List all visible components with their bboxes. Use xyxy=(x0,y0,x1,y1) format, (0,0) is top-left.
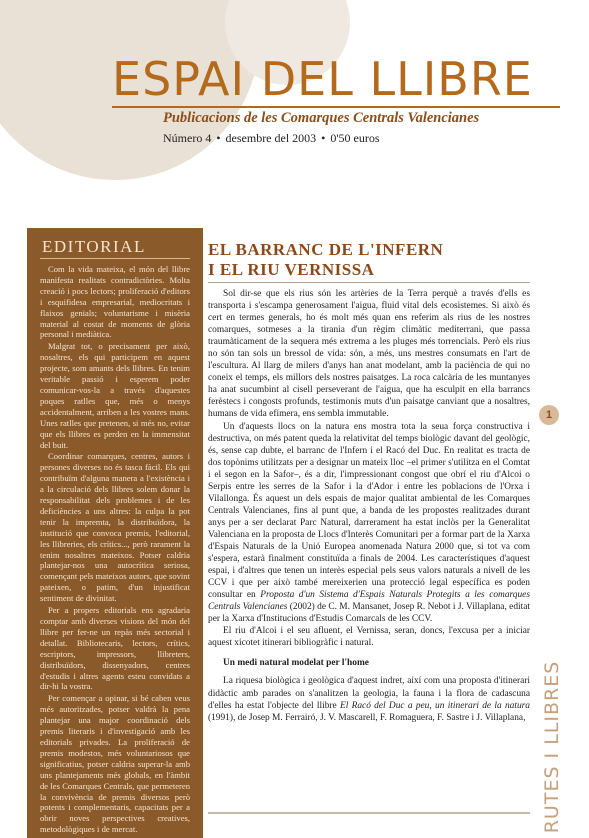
editorial-paragraph: Per a propers editorials ens agradaria comptar amb diverses visions del món del llibre per fer-ne un repàs més sectorial i detallat. Bibliotecaris, lectors, crítics, escriptors, impressors, llibreters, distribuïdors, dissenyadors, centres d'estudis i altres agents esteu convidats a dir-hi la vostra. xyxy=(40,605,190,692)
article-paragraph xyxy=(208,421,530,626)
issue-date: desembre del 2003 xyxy=(225,131,317,145)
article-body xyxy=(208,288,530,724)
issue-price: 0'50 euros xyxy=(330,131,380,145)
article-title xyxy=(208,240,443,280)
issue-info xyxy=(163,131,380,146)
bottom-rule xyxy=(208,812,530,814)
article-text: (1991), de Josep M. Ferrairó, J. V. Mascarell, F. Romaguera, F. Sastre i J. Villaplana, xyxy=(208,712,526,723)
editorial-body xyxy=(40,264,190,836)
article-title-line: EL BARRANC DE L'INFERN xyxy=(208,240,444,259)
article-paragraph: Sol dir-se que els rius són les artèries de la Terra perquè a través d'ells es transporta i s'escampa generosament l'aigua, fluid vital dels ecosistemes. Si això és cert en termes generals, ho és molt més quan ens referim als rius de les nostres comarques, sotmeses a la tirania d'un règim climàtic mediterrani, que passa traumàticament de la sequera més extrema a les pluges més torrencials. Però els rius no són tan sols un bressol de vida: són, a més, uns mestres consumats en l'art de l'escultura. Al llarg de milers d'anys han anat modelant, amb la paciència de qui no coneix el temps, els millors dels nostres paisatges. La roca calcària de les muntanyes ha anat sucumbint al cisell perseverant de l'aigua, que ha esculpit en ella barrancs ferèstecs i congosts profunds, testimonis muts d'un paisatge canviant que a nosaltres, humans de vida efímera, ens sembla immutable. xyxy=(208,289,530,420)
section-heading: Un medi natural modelat per l'home xyxy=(223,658,369,669)
masthead-title: ESPAI DEL LLIBRE xyxy=(112,52,533,106)
article-text: La riquesa biològica i geològica d'aquest indret, així com una proposta d'itinerari didàctic amb parades on s'analitzen la geologia, la fauna i la flora de cadascuna d'elles ha estat l'objecte del llibre xyxy=(208,676,530,711)
masthead-rule xyxy=(112,106,560,108)
masthead-subtitle: Publicacions de les Comarques Centrals Valencianes xyxy=(163,110,480,126)
editorial-rule xyxy=(40,258,190,259)
article-paragraph: El riu d'Alcoi i el seu afluent, el Vernissa, seran, doncs, l'excusa per a iniciar aquest xicotet itinerari bibliogràfic i natural. xyxy=(208,626,530,649)
issue-separator: • xyxy=(216,131,221,145)
section-label-text: RUTES I LLIBRES xyxy=(541,660,563,834)
editorial-heading: EDITORIAL xyxy=(42,237,146,256)
editorial-paragraph: Coordinar comarques, centres, autors i persones diverses no és tasca fàcil. Els qui contribuïm d'alguna manera a l'existència i a la circulació dels llibres solem donar la responsabilitat dels problemes i de les deficiències a uns altres: la culpa la pot tenir la impremta, la distribuïdora, la institució que convoca premis, l'editorial, les llibreries, els crítics..., però rarament la tenim nosaltres mateixos. Potser caldria plantejar-nos una autocrítica seriosa, començant pels mateixos autors, que sovint pateixen, o patim, d'un injustificat sentiment de divinitat. xyxy=(40,451,190,604)
editorial-paragraph: Per començar a opinar, si bé caben veus més autoritzades, potser valdrà la pena plantejar una major coordinació dels premis literaris i d'investigació amb les editorials privades. La proliferació de premis modestos, més voluntariosos que significatius, potser caldria superar-la amb uns plantejaments més globals, en l'àmbit de les Comarques Centrals, que permeteren la convivència de premis diversos però potents i complementaris, capacitats per a obrir noves perspectives creatives, metodològiques i de mercat. xyxy=(40,693,190,835)
article-text: (2002) de C. M. Mansanet, Josep R. Nebot i J. Villaplana, editat per la Xarxa d'Institucions d'Estudis Comarcals de les CCV. xyxy=(208,602,530,625)
editorial-paragraph: Com la vida mateixa, el món del llibre manifesta realitats contradictòries. Molta creació i pocs lectors; proliferació d'editors i esquifidesa empresarial, mediocritats i flaixos genials; voluntarisme i misèria material al costat de moments de glòria personal i mediàtica. xyxy=(40,264,190,340)
article-text: Un d'aquests llocs on la natura ens mostra tota la seua força constructiva i destructiva, on més patent queda la relativitat del temps biològic davant del geològic, és, sense cap dubte, el barranc de l'Infern i el Racó del Duc. En realitat es tracta de dos topònims utilitzats per a designar un mateix lloc –el primer s'utilitza en el Comtat i el segon en la Safor–, és a dir, l'impressionant congost que obrí el riu d'Alcoi o Serpis entre les serres de la Safor i la d'Ador i entre les poblacions de l'Orxa i Vilallonga. És aquest un dels espais de major qualitat ambiental de les Comarques Centrals Valencianes, fins al punt que, a banda de les propostes realitzades durant anys per a ser declarat Parc Natural, darrerament ha estat inclòs per la Generalitat Valenciana en la proposta de Llocs d'Interès Comunitari per a formar part de la Xarxa d'Espais Naturals de la Unió Europea anomenada Natura 2000 que, si tot va com s'espera, estarà finalment constituïda a finals de 2004. Les característiques d'aquest espai, i d'altres que tenen un interès especial pels seus valors naturals a nivell de les CCV i que per això també mereixerien una protecció legal específica es poden consultar en xyxy=(208,421,530,601)
editorial-paragraph: Malgrat tot, o precisament per això, nosaltres, els qui participem en aquest projecte, som amants dels llibres. En tenim veritable passió i esperem poder comunicar-vos-la a través d'aquestes poques ratlles que, més o menys accidentalment, arriben a les vostres mans. Unes ratlles que pretenen, si més no, evitar que els llibres es perden en la immensitat del buit. xyxy=(40,341,190,450)
cited-title: Proposta d'un Sistema d'Espais Naturals Protegits a les comarques Centrals Valencianes xyxy=(208,590,530,613)
cited-title: El Racó del Duc a peu, un itinerari de la natura xyxy=(339,700,530,711)
article-title-line: I EL RIU VERNISSA xyxy=(208,260,375,279)
article-paragraph xyxy=(208,675,530,723)
section-label-vertical xyxy=(538,660,566,834)
issue-number: Número 4 xyxy=(163,131,212,145)
issue-separator: • xyxy=(321,131,326,145)
article-title-rule xyxy=(208,282,530,283)
page-number-badge: 1 xyxy=(539,405,559,425)
